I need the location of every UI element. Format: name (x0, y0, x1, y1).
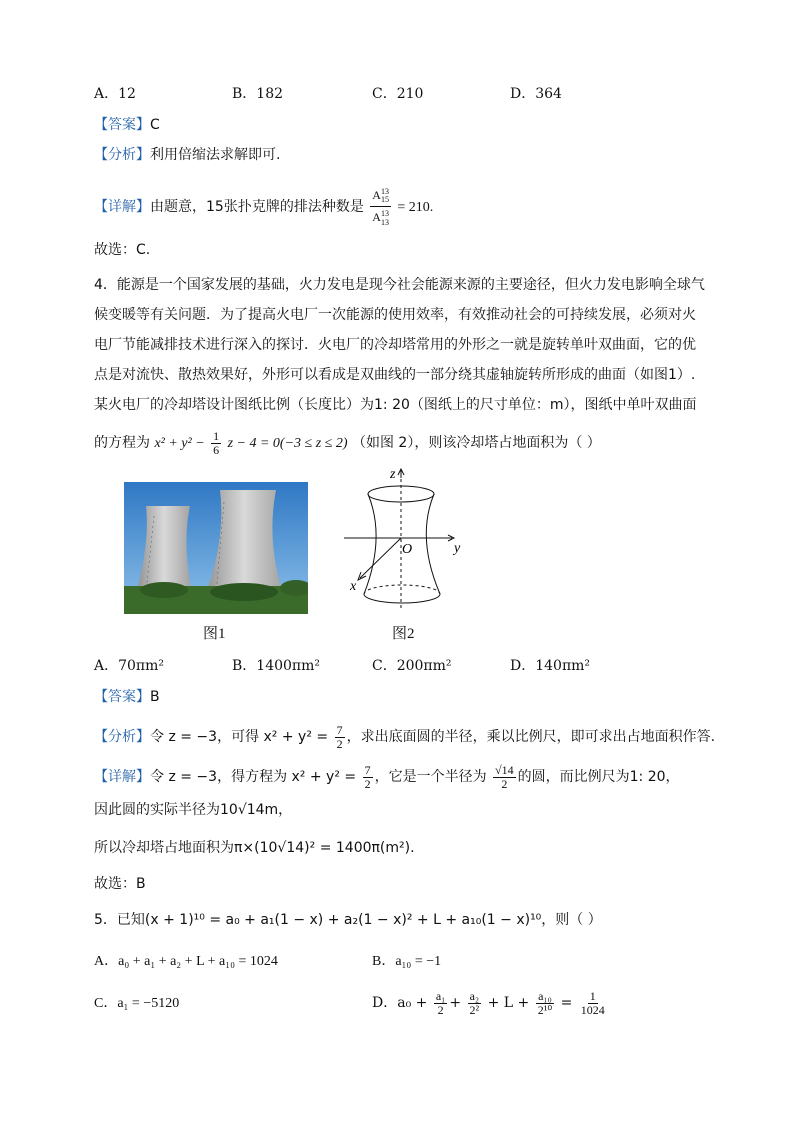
d-fraction-1: $\frac{\text{a₁}}{2}$ (435, 988, 446, 1017)
q4-conclusion: 故选：B (94, 876, 146, 892)
q4-line: 4．能源是一个国家发展的基础，火力发电是现今社会能源来源的主要途径，但火力发电影响全球气 (94, 277, 705, 293)
answer-tag: 【答案】 (94, 689, 150, 705)
figure1-caption: 图1 (203, 626, 226, 642)
q4-line: 电厂节能减排技术进行深入的探讨．火电厂的冷却塔常用的外形之一就是旋转单叶双曲面，它的优 (94, 337, 696, 353)
q4-option-b: B．1400πm² (232, 658, 321, 674)
radius-fraction: $\frac{√14}{2}$ (495, 762, 514, 791)
q5-option-b: B．a₁₀ = −1 (372, 954, 442, 969)
q4-detail-line2: 因此圆的实际半径为10√14m， (94, 802, 293, 818)
equation-part-a: x² + y² − (154, 436, 205, 451)
analysis-tag: 【分析】 (94, 147, 150, 163)
q5-option-c: C．a₁ = −5120 (94, 996, 180, 1011)
axis-y-label: y (454, 541, 461, 556)
analysis-text: 利用倍缩法求解即可. (150, 147, 281, 163)
answer-tag: 【答案】 (94, 117, 150, 133)
q4-option-c: C．200πm² (372, 658, 452, 674)
detail-prefix: 由题意，15张扑克牌的排法种数是 (150, 198, 364, 215)
q3-option-c: C．210 (372, 86, 424, 102)
q4-option-d: D．140πm² (510, 658, 591, 674)
cooling-tower-photo (124, 482, 308, 614)
q3-detail (94, 185, 433, 229)
analysis-text-a: 令 z = −3，可得 x² + y² = (150, 729, 329, 745)
analysis-tag: 【分析】 (94, 729, 150, 745)
q3-option-d: D．364 (510, 86, 562, 102)
q5-stem: 5．已知(x + 1)¹⁰ = a₀ + a₁(1 − x) + a₂(1 − x)² + L + a₁₀(1 − x)¹⁰，则（ ） (94, 912, 602, 928)
detail-text-c: 的圆，而比例尺为1: 20， (517, 769, 680, 785)
d-fraction-4: $\frac{1}{1024}$ (580, 988, 605, 1017)
q4-detail (94, 762, 680, 792)
q3-analysis (94, 145, 280, 165)
detail-text-b: ，它是一个半径为 (374, 769, 487, 785)
analysis-fraction: $\frac{7}{2}$ (336, 722, 343, 751)
equation-fraction: $\frac{1}{6}$ (213, 428, 220, 457)
q4-option-a: A．70πm² (94, 658, 165, 674)
q4-line: 点是对流快、散热效果好，外形可以看成是双曲线的一部分绕其虚轴旋转所形成的曲面（如图1）. (94, 367, 696, 383)
q4-line: 候变暖等有关问题．为了提高火电厂一次能源的使用效率，有效推动社会的可持续发展，必须对火 (94, 307, 696, 323)
q5-option-d: D．a₀ + $\frac{\text{a₁}}{2}$ + $\frac{\text{a₂}}{\text{2²}}$ + L + $\frac{\text{a₁₀}}{\text{2¹⁰}}$ = $\frac{1}{1024}$ (372, 988, 605, 1017)
equation-part-b: z − 4 = 0(−3 ≤ z ≤ 2) (227, 436, 348, 451)
q3-option-a: A．12 (94, 86, 136, 102)
q4-stem (94, 270, 714, 420)
detail-tag: 【详解】 (94, 198, 150, 215)
d-fraction-2: $\frac{\text{a₂}}{\text{2²}}$ (469, 988, 480, 1017)
axis-z-label: z (390, 467, 396, 482)
q3-option-b: B．182 (232, 86, 284, 102)
detail-fraction: $\frac{7}{2}$ (364, 762, 371, 791)
q4-detail-line3: 所以冷却塔占地面积为π×(10√14)² = 1400π(m²). (94, 840, 415, 856)
d-fraction-3: $\frac{\text{a₁₀}}{\text{2¹⁰}}$ (537, 988, 553, 1017)
detail-result: = 210. (397, 199, 434, 215)
origin-label: O (402, 542, 413, 557)
q3-conclusion: 故选：C. (94, 242, 151, 258)
q4-line: 某火电厂的冷却塔设计图纸比例（长度比）为1: 20（图纸上的尺寸单位：m），图纸中单叶双曲面 (94, 397, 697, 413)
q4-answer (94, 687, 160, 707)
q4-equation-line: 的方程为 x² + y² − $\frac{1}{6}$ z − 4 = 0(−3 ≤ z ≤ 2) （如图 2），则该冷却塔占地面积为（ ） (94, 428, 601, 457)
axis-x-label: x (350, 579, 357, 594)
hyperboloid-diagram (340, 466, 470, 616)
detail-tag: 【详解】 (94, 769, 150, 785)
figure2-caption: 图2 (392, 626, 415, 642)
q5-option-a: A．a₀ + a₁ + a₂ + L + a₁₀ = 1024 (94, 954, 278, 969)
arrangement-fraction: $\frac{A^{13}_{15}}{A^{13}_{13}}$ (372, 187, 389, 227)
detail-text-a: 令 z = −3，得方程为 x² + y² = (150, 769, 357, 785)
q4-analysis (94, 722, 715, 752)
q3-answer (94, 115, 160, 135)
answer-value: C (150, 117, 160, 133)
analysis-text-b: ，求出底面圆的半径，乘以比例尺，即可求出占地面积作答. (346, 729, 716, 745)
answer-value: B (150, 689, 160, 705)
